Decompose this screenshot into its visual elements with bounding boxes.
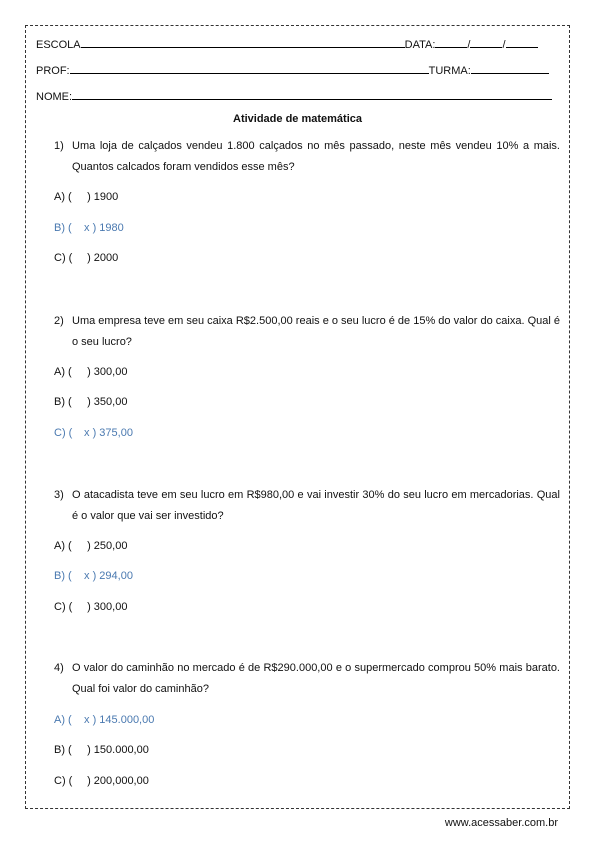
question-text: O valor do caminhão no mercado é de R$290.000,00 e o supermercado comprou 50% mais barato. Qual foi valor do caminhão? [72,662,560,695]
turma-label: TURMA: [428,65,471,77]
nome-label: NOME: [36,91,73,103]
data-day-field[interactable] [435,37,467,48]
question-number: 4) [54,662,64,674]
question-2 [54,311,560,353]
header-nome-row [36,89,552,104]
prof-label: PROF: [36,65,70,77]
question-text: Uma loja de calçados vendeu 1.800 calçados no mês passado, neste mês vendeu 10% a mais. Quantos calcados foram vendidos esse mês? [72,140,560,173]
data-sep1: / [467,39,471,51]
option-4b[interactable]: B) ( ) 150.000,00 [54,744,149,756]
option-4c[interactable]: C) ( ) 200,000,00 [54,775,149,787]
data-year-field[interactable] [506,37,538,48]
data-sep2: / [502,39,506,51]
header-escola-row [36,37,538,52]
question-text: O atacadista teve em seu lucro em R$980,00 e vai investir 30% do seu lucro em mercadorias. Qual é o valor que vai ser investido? [72,489,560,522]
turma-field[interactable] [471,63,549,74]
option-2c[interactable]: C) ( x ) 375,00 [54,427,133,439]
question-1 [54,136,560,178]
prof-field[interactable] [70,63,429,74]
header-prof-row [36,63,549,78]
option-1b[interactable]: B) ( x ) 1980 [54,222,124,234]
option-2b[interactable]: B) ( ) 350,00 [54,396,128,408]
option-3b[interactable]: B) ( x ) 294,00 [54,570,133,582]
question-text: Uma empresa teve em seu caixa R$2.500,00 reais e o seu lucro é de 15% do valor do caixa. Qual é o seu lucro? [72,315,560,348]
option-2a[interactable]: A) ( ) 300,00 [54,366,128,378]
data-month-field[interactable] [470,37,502,48]
option-3a[interactable]: A) ( ) 250,00 [54,540,128,552]
question-number: 3) [54,489,64,501]
question-number: 2) [54,315,64,327]
footer-url[interactable]: www.acessaber.com.br [444,817,558,829]
option-1a[interactable]: A) ( ) 1900 [54,191,119,203]
escola-field[interactable] [81,37,405,48]
escola-label: ESCOLA [36,39,81,51]
option-4a[interactable]: A) ( x ) 145.000,00 [54,714,155,726]
question-number: 1) [54,140,64,152]
question-4 [54,658,560,700]
nome-field[interactable] [72,89,552,100]
option-3c[interactable]: C) ( ) 300,00 [54,601,128,613]
option-1c[interactable]: C) ( ) 2000 [54,252,119,264]
page-title: Atividade de matemática [233,113,362,125]
data-label: DATA: [404,39,436,51]
question-3 [54,485,560,527]
